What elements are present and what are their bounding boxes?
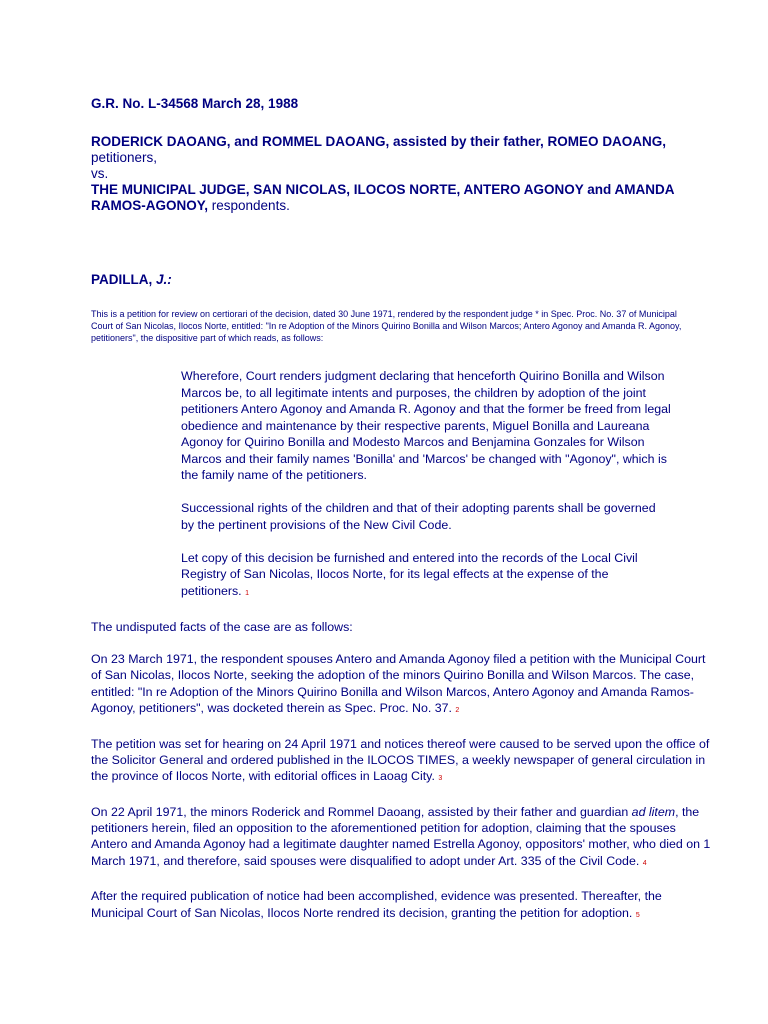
ponente [91, 272, 708, 288]
petitioners-line [91, 134, 708, 166]
case-parties [91, 134, 708, 214]
quote-paragraph: Successional rights of the children and that of their adopting parents shall be governed by the pertinent provisions of the New Civil Code. [181, 501, 656, 532]
footnote-link[interactable]: 5 [635, 911, 640, 919]
dispositive-quote [181, 368, 671, 602]
quote-paragraph: Wherefore, Court renders judgment declaring that henceforth Quirino Bonilla and Wilson Marcos be, to all legitimate intents and purposes, the children by adoption of the joint petitioners Antero Agonoy and Amanda R. Agonoy and that the former be freed from legal obedience and maintenance by their respective parents, Miguel Bonilla and Laureana Agonoy for Quirino Bonilla and Modesto Marcos and Benjamina Gonzales for Wilson Marcos and their family names 'Bonilla' and 'Marcos' be changed with "Agonoy", which is the family name of the petitioners. [181, 369, 671, 482]
paragraph-text: , the petitioners herein, filed an opposition to the aforementioned petition for adoption, claiming that the spouses Antero and Amanda Agonoy had a legitimate daughter named Estrella Agonoy, oppositors' mother, who died on 1 March 1971, and therefore, said spouses were disqualified to adopt under Art. 335 of the Civil Code. [91, 804, 711, 868]
footnote-link[interactable]: 3 [438, 775, 443, 783]
petitioners-names: RODERICK DAOANG, and ROMMEL DAOANG, assisted by their father, ROMEO DAOANG, [91, 134, 667, 149]
case-number: G.R. No. L-34568 March 28, 1988 [91, 96, 299, 111]
ponente-name: PADILLA, [91, 272, 156, 287]
quote-paragraph [181, 550, 671, 603]
quote-text: Let copy of this decision be furnished and entered into the records of the Local Civil Registry of San Nicolas, Ilocos Norte, for its legal effects at the expense of the petitioners. [181, 550, 638, 598]
paragraph-text: On 23 March 1971, the respondent spouses Antero and Amanda Agonoy filed a petition with the Municipal Court of San Nicolas, Ilocos Norte, seeking the adoption of the minors Quirino Bonilla and Wilson Marcos. The case, entitled: "In re Adoption of the Minors Quirino Bonilla and Wilson Marcos, Antero Agonoy and Amanda Ramos-Agonoy, petitioners", was docketed therein as Spec. Proc. No. 37. [91, 652, 706, 715]
body-paragraph [91, 651, 711, 719]
versus-line: vs. [91, 166, 109, 181]
footnote-link[interactable]: 1 [245, 589, 249, 597]
petitioners-label: petitioners, [91, 150, 158, 165]
body-text [91, 619, 711, 924]
body-paragraph [91, 804, 711, 872]
body-paragraph [91, 736, 711, 788]
intro-paragraph: This is a petition for review on certiorari of the decision, dated 30 June 1971, rendered by the respondent judge * in Spec. Proc. No. 37 of Municipal Court of San Nicolas, Ilocos Norte, entitled: "In re Adoption of the Minors Quirino Bonilla and Wilson Marcos; Antero Agonoy and Amanda R. Agonoy, petitioners", the dispositive part of which reads, as follows: [91, 309, 682, 343]
respondents-label: respondents. [208, 198, 290, 213]
body-paragraph [91, 888, 711, 924]
footnote-link[interactable]: 4 [642, 859, 647, 867]
paragraph-text: After the required publication of notice had been accomplished, evidence was presented. Thereafter, the Municipal Court of San Nicolas, Ilocos Norte rendred its decision, granting the petition for adoption. [91, 889, 662, 920]
paragraph-text: On 22 April 1971, the minors Roderick and Rommel Daoang, assisted by their father and guardian [91, 804, 632, 819]
ponente-title: J.: [156, 272, 172, 287]
respondents-names: THE MUNICIPAL JUDGE, SAN NICOLAS, ILOCOS NORTE, ANTERO AGONOY and AMANDA RAMOS-AGONOY, [91, 182, 675, 213]
paragraph-text: The petition was set for hearing on 24 April 1971 and notices thereof were caused to be served upon the office of the Solicitor General and ordered published in the ILOCOS TIMES, a weekly newspaper of general circulation in the province of Ilocos Norte, with editorial offices in Laoag City. [91, 736, 710, 784]
body-paragraph: The undisputed facts of the case are as follows: [91, 619, 353, 634]
paragraph-italic: ad litem [631, 804, 676, 819]
footnote-link[interactable]: 2 [455, 706, 460, 714]
respondents-line [91, 182, 708, 214]
